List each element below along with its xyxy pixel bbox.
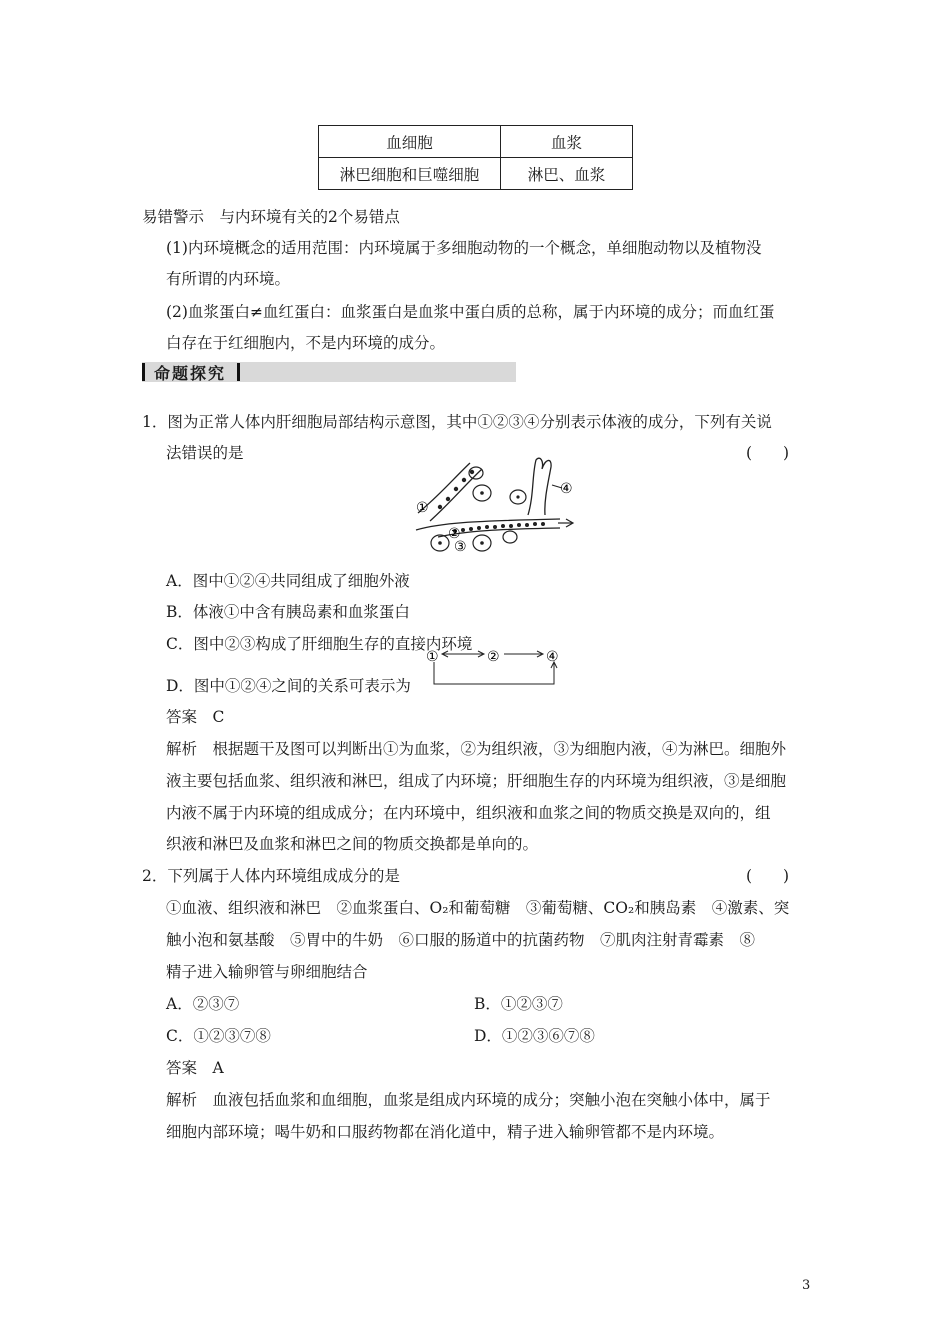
q1-option-d: D．图中①②④之间的关系可表示为 bbox=[166, 677, 411, 695]
table-row bbox=[319, 126, 633, 158]
q1-option-c: C．图中②③构成了肝细胞生存的直接内环境 bbox=[166, 635, 473, 653]
q2-stem: 2．下列属于人体内环境组成成分的是 bbox=[142, 867, 400, 885]
warning-item-1-line-2: 有所谓的内环境。 bbox=[166, 270, 291, 288]
relation-label-2: ② bbox=[487, 649, 500, 665]
relation-label-1: ① bbox=[426, 649, 439, 665]
q2-answer-paren: ( ) bbox=[746, 867, 790, 885]
table-cell: 血细胞 bbox=[319, 126, 501, 158]
q1-analysis-line-2: 液主要包括血浆、组织液和淋巴，组成了内环境；肝细胞生存的内环境为组织液，③是细胞 bbox=[166, 772, 787, 790]
relation-label-4: ④ bbox=[546, 649, 559, 665]
section-header bbox=[142, 362, 516, 382]
q1-answer-paren: ( ) bbox=[746, 444, 790, 462]
q1-option-a: A．图中①②④共同组成了细胞外液 bbox=[166, 572, 410, 590]
q2-analysis-line-2: 细胞内部环境；喝牛奶和口服药物都在消化道中，精子进入输卵管都不是内环境。 bbox=[166, 1123, 725, 1141]
diagram-label-1: ① bbox=[416, 500, 429, 516]
blood-cell-table bbox=[318, 125, 633, 190]
q1-answer: 答案 C bbox=[166, 708, 225, 726]
table-cell: 血浆 bbox=[501, 126, 633, 158]
section-marker-left bbox=[142, 363, 145, 381]
warning-item-1-line-1: (1)内环境概念的适用范围：内环境属于多细胞动物的一个概念，单细胞动物以及植物没 bbox=[166, 239, 762, 257]
liver-cell-diagram bbox=[410, 455, 580, 555]
q1-stem-line-2: 法错误的是 bbox=[166, 444, 244, 462]
q2-option-a: A．②③⑦ bbox=[166, 995, 240, 1013]
relation-diagram bbox=[422, 644, 562, 690]
q2-option-c: C．①②③⑦⑧ bbox=[166, 1027, 271, 1045]
q2-option-b: B．①②③⑦ bbox=[474, 995, 563, 1013]
q2-items-line-2: 触小泡和氨基酸 ⑤胃中的牛奶 ⑥口服的肠道中的抗菌药物 ⑦肌肉注射青霉素 ⑧ bbox=[166, 931, 756, 949]
diagram-label-4: ④ bbox=[560, 481, 573, 497]
page-number: 3 bbox=[802, 1278, 811, 1293]
section-marker-right bbox=[237, 363, 240, 381]
q2-items-line-1: ①血液、组织液和淋巴 ②血浆蛋白、O₂和葡萄糖 ③葡萄糖、CO₂和胰岛素 ④激素、突 bbox=[166, 899, 790, 917]
table-cell: 淋巴、血浆 bbox=[501, 158, 633, 190]
q1-analysis-line-3: 内液不属于内环境的组成成分；在内环境中，组织液和血浆之间的物质交换是双向的，组 bbox=[166, 804, 771, 822]
table-row bbox=[319, 158, 633, 190]
diagram-label-2: ② bbox=[448, 526, 461, 542]
q2-items-line-3: 精子进入输卵管与卵细胞结合 bbox=[166, 963, 368, 981]
q1-stem-line-1: 1．图为正常人体内肝细胞局部结构示意图，其中①②③④分别表示体液的成分，下列有关说 bbox=[142, 413, 772, 431]
warning-heading: 易错警示 与内环境有关的2个易错点 bbox=[142, 208, 400, 226]
q1-option-b: B．体液①中含有胰岛素和血浆蛋白 bbox=[166, 603, 410, 621]
q1-analysis-line-1: 解析 根据题干及图可以判断出①为血浆，②为组织液，③为细胞内液，④为淋巴。细胞外 bbox=[166, 740, 787, 758]
warning-item-2-line-2: 白存在于红细胞内，不是内环境的成分。 bbox=[166, 334, 446, 352]
q2-analysis-line-1: 解析 血液包括血浆和血细胞，血浆是组成内环境的成分；突触小泡在突触小体中，属于 bbox=[166, 1091, 771, 1109]
diagram-label-3: ③ bbox=[454, 539, 467, 555]
warning-item-2-line-1: (2)血浆蛋白≠血红蛋白：血浆蛋白是血浆中蛋白质的总称，属于内环境的成分；而血红蛋 bbox=[166, 303, 775, 321]
section-title: 命题探究 bbox=[154, 364, 227, 383]
table-cell: 淋巴细胞和巨噬细胞 bbox=[319, 158, 501, 190]
q1-analysis-line-4: 织液和淋巴及血浆和淋巴之间的物质交换都是单向的。 bbox=[166, 835, 539, 853]
q2-answer: 答案 A bbox=[166, 1059, 224, 1077]
q2-option-d: D．①②③⑥⑦⑧ bbox=[474, 1027, 595, 1045]
